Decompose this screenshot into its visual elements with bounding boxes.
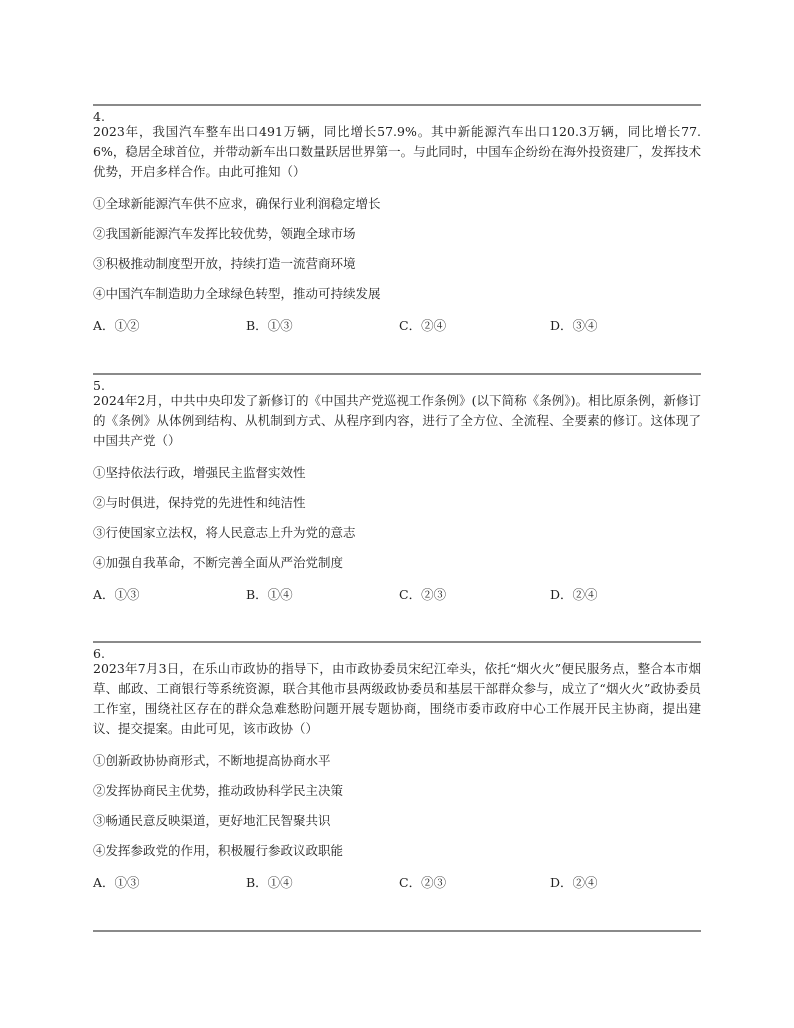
answer-a[interactable]: A．①②: [93, 318, 140, 333]
option-4[interactable]: ④加强自我革命，不断完善全面从严治党制度: [93, 555, 344, 570]
answer-c[interactable]: C．②③: [399, 587, 447, 602]
option-2[interactable]: ②发挥协商民主优势，推动政协科学民主决策: [93, 783, 344, 798]
question-stem: 2023年，我国汽车整车出口491万辆，同比增长57.9%。其中新能源汽车出口120.3万辆，同比增长77.6%，稳居全球首位，并带动新车出口数量跃居世界第一。与此同时，中国车企纷纷在海外投资建厂，发挥技术优势，开启多样合作。由此可推知（）: [93, 124, 701, 179]
question-6: [93, 647, 701, 891]
option-3[interactable]: ③畅通民意反映渠道，更好地汇民智聚共识: [93, 813, 331, 828]
divider: [93, 641, 701, 643]
option-1[interactable]: ①坚持依法行政，增强民主监督实效性: [93, 465, 306, 480]
answer-choices: [93, 318, 701, 334]
answer-b[interactable]: B．①④: [246, 587, 293, 602]
question-number: 4.: [93, 109, 105, 124]
option-4[interactable]: ④发挥参政党的作用，积极履行参政议政职能: [93, 843, 344, 858]
question-5: [93, 379, 701, 603]
answer-choices: [93, 587, 701, 603]
question-stem: 2023年7月3日，在乐山市政协的指导下，由市政协委员宋纪江牵头，依托“烟火火”便民服务点，整合本市烟草、邮政、工商银行等系统资源，联合其他市县两级政协委员和基层干部群众参与，成立了“烟火火”政协委员工作室，围绕社区存在的群众急难愁盼问题开展专题协商，围绕市委市政府中心工作展开民主协商，提出建议、提交提案。由此可见，该市政协（）: [93, 661, 701, 736]
answer-choices: [93, 875, 701, 891]
answer-a[interactable]: A．①③: [93, 875, 140, 890]
question-stem: 2024年2月，中共中央印发了新修订的《中国共产党巡视工作条例》(以下简称《条例》)。相比原条例，新修订的《条例》从体例到结构、从机制到方式、从程序到内容，进行了全方位、全流程、全要素的修订。这体现了中国共产党（）: [93, 393, 701, 448]
answer-c[interactable]: C．②③: [399, 875, 447, 890]
option-3[interactable]: ③积极推动制度型开放，持续打造一流营商环境: [93, 256, 356, 271]
divider: [93, 104, 701, 106]
answer-d[interactable]: D．②④: [550, 587, 598, 602]
question-4: [93, 110, 701, 334]
option-1[interactable]: ①创新政协协商形式，不断地提高协商水平: [93, 753, 331, 768]
divider: [93, 373, 701, 375]
answer-d[interactable]: D．③④: [550, 318, 598, 333]
option-1[interactable]: ①全球新能源汽车供不应求，确保行业利润稳定增长: [93, 196, 381, 211]
option-4[interactable]: ④中国汽车制造助力全球绿色转型，推动可持续发展: [93, 286, 381, 301]
option-3[interactable]: ③行使国家立法权，将人民意志上升为党的意志: [93, 525, 356, 540]
answer-b[interactable]: B．①③: [246, 318, 293, 333]
answer-c[interactable]: C．②④: [399, 318, 447, 333]
answer-a[interactable]: A．①③: [93, 587, 140, 602]
question-number: 5.: [93, 378, 105, 393]
divider: [93, 930, 701, 932]
option-2[interactable]: ②我国新能源汽车发挥比较优势，领跑全球市场: [93, 226, 356, 241]
answer-d[interactable]: D．②④: [550, 875, 598, 890]
question-number: 6.: [93, 646, 105, 661]
option-2[interactable]: ②与时俱进，保持党的先进性和纯洁性: [93, 495, 306, 510]
answer-b[interactable]: B．①④: [246, 875, 293, 890]
